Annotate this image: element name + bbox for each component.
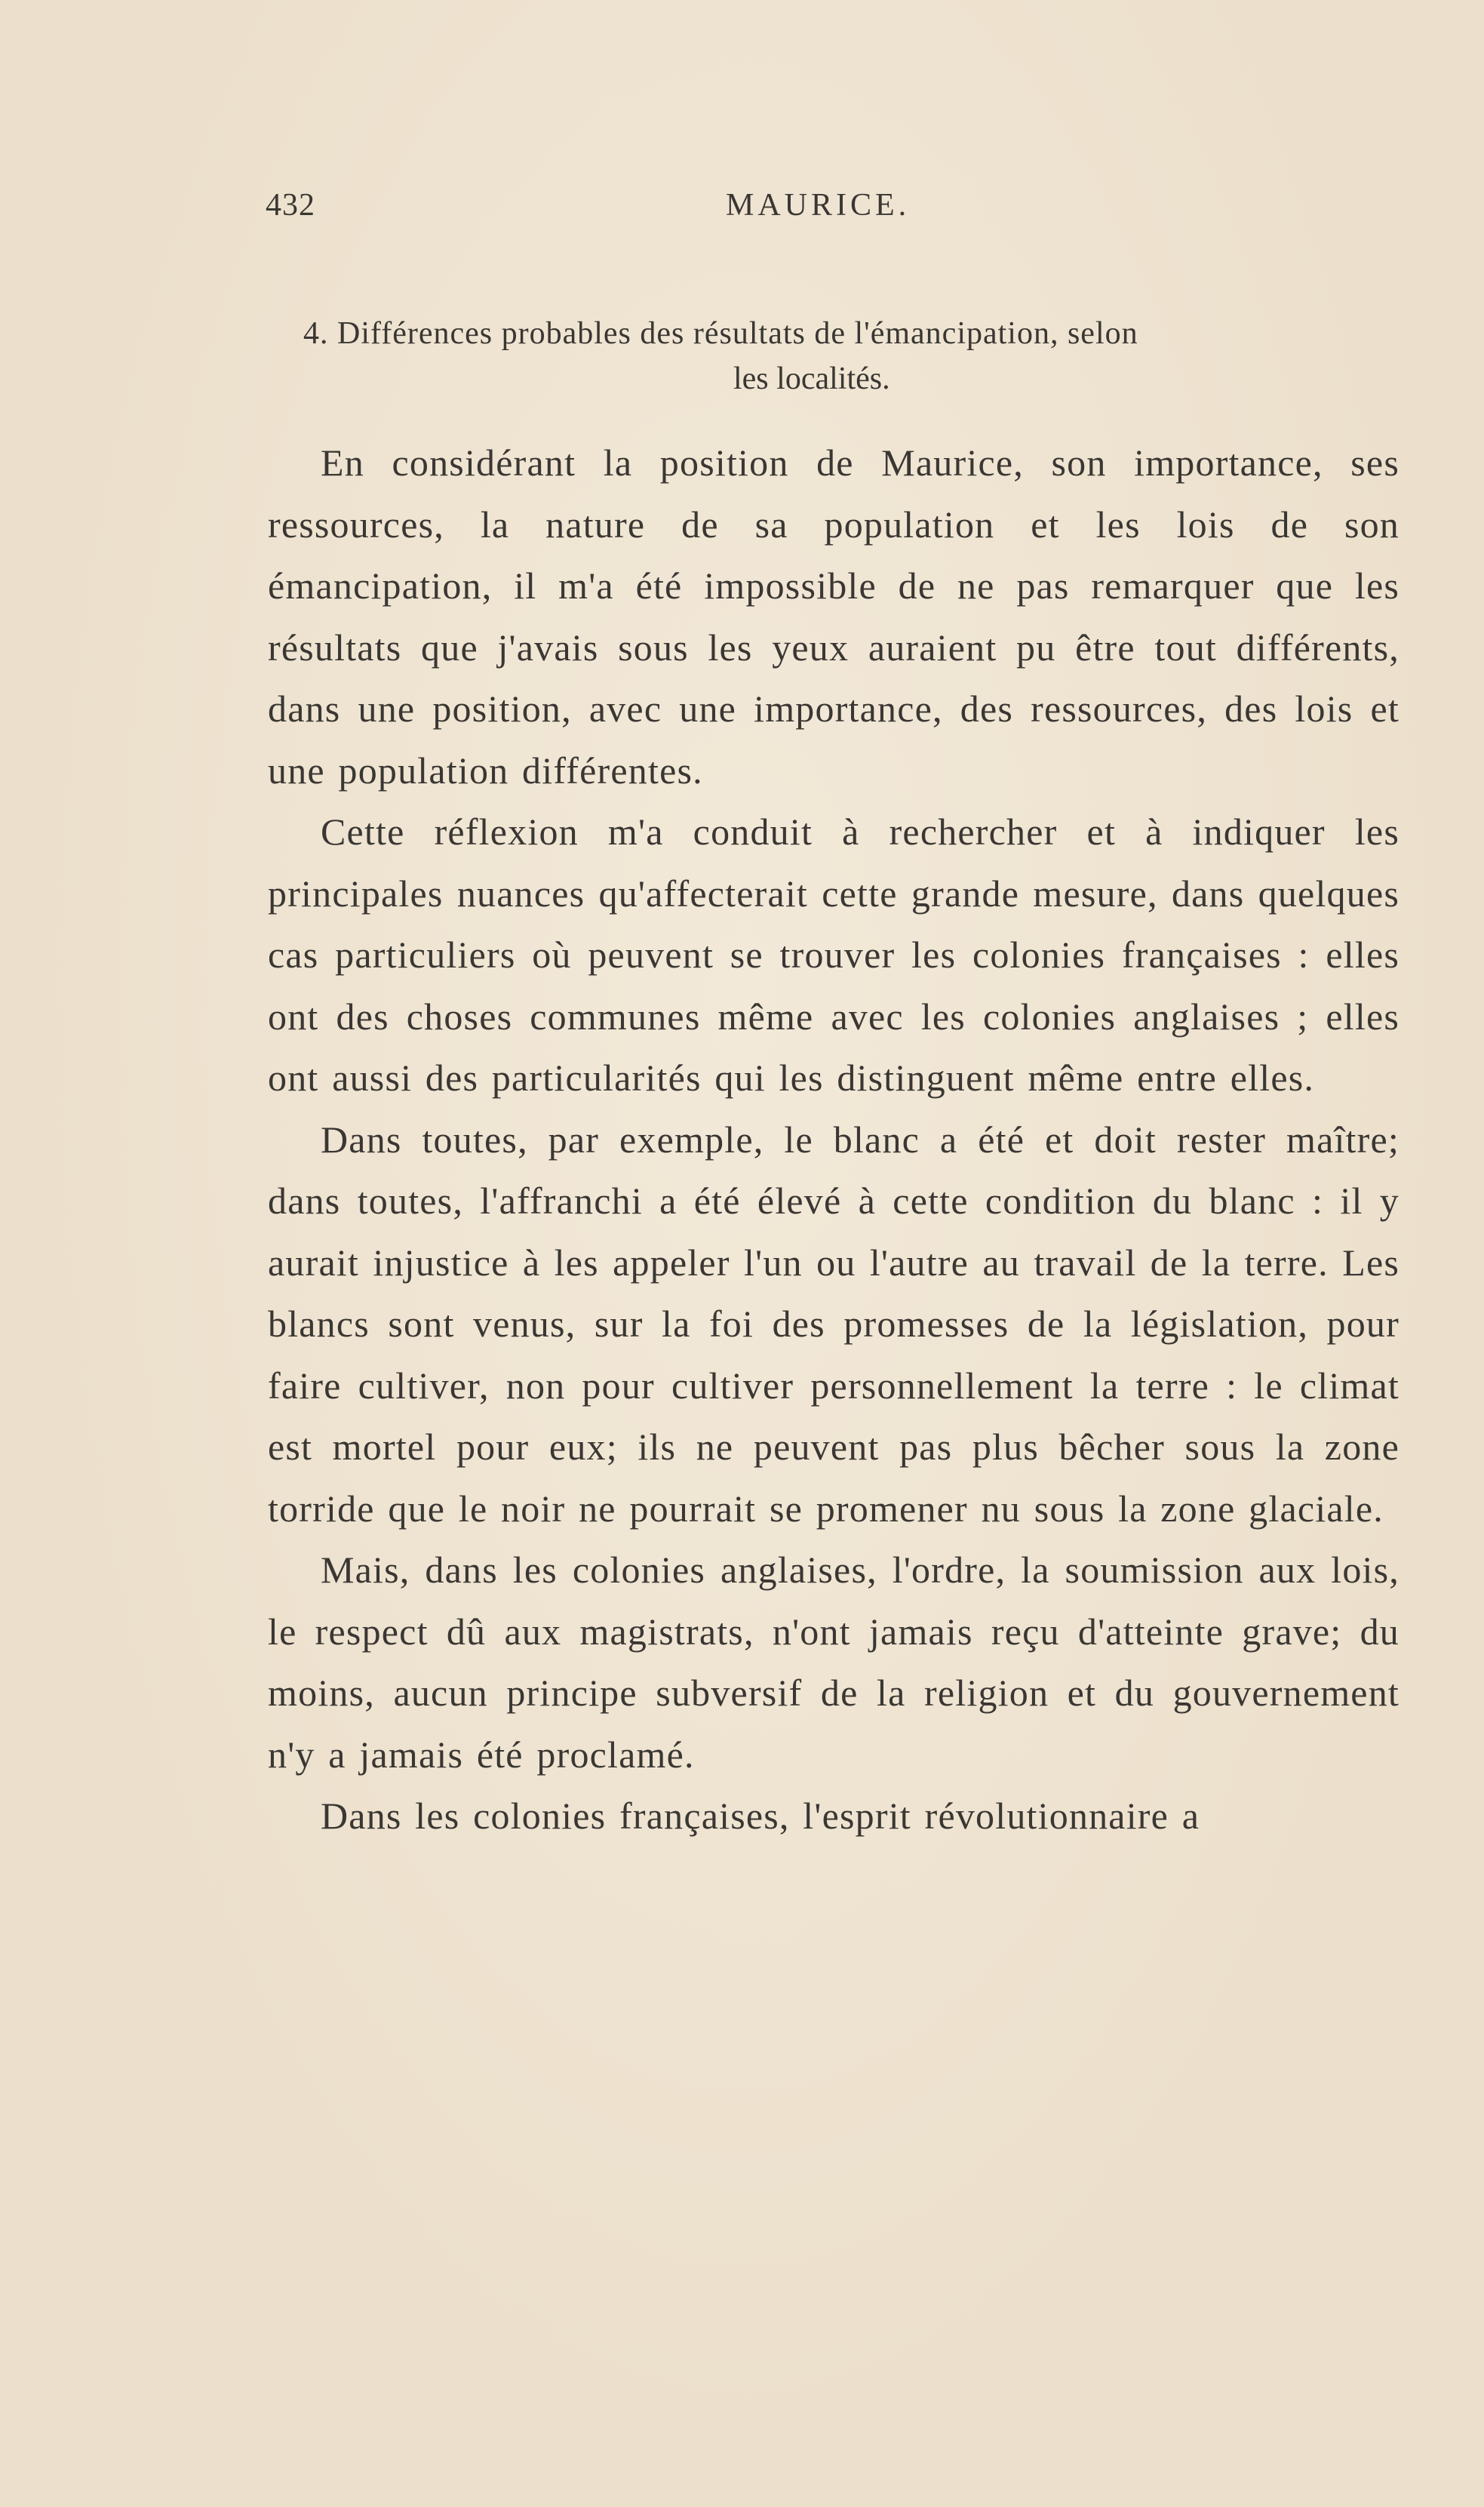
section-heading [266,311,1344,401]
paragraph-3: Dans toutes, par exemple, le blanc a été et doit rester maître; dans toutes, l'affranchi a été élevé à cette condition du blanc : il y aurait injustice à les appeler l'un ou l'autre au travail de la terre. Les blancs sont venus, sur la foi des promesses de la législation, pour faire cultiver, non pour cultiver personnellement la terre : le climat est mortel pour eux; ils ne peuvent pas plus bêcher sous la zone torride que le noir ne pourrait se promener nu sous la zone glaciale. [268,1118,1400,1530]
section-heading-line-1: 4. Différences probables des résultats de l'émancipation, selon [303,316,1138,351]
body-text [268,432,1400,1847]
page-header [266,187,1209,232]
page-number: 432 [266,188,315,223]
section-heading-line-2: les localités. [733,361,890,396]
paragraph-4: Mais, dans les colonies anglaises, l'ordre, la soumission aux lois, le respect dû aux magistrats, n'ont jamais reçu d'atteinte grave; du moins, aucun principe subversif de la religion et du gouvernement n'y a jamais été proclamé. [268,1549,1400,1776]
paragraph-5: Dans les colonies françaises, l'esprit révolutionnaire a [321,1795,1200,1837]
paragraph-2: Cette réflexion m'a conduit à rechercher et à indiquer les principales nuances qu'affecterait cette grande mesure, dans quelques cas particuliers où peuvent se trouver les colonies françaises : elles ont des choses communes même avec les colonies anglaises ; elles ont aussi des particularités qui les distinguent même entre elles. [268,811,1400,1099]
running-title: MAURICE. [726,188,911,223]
paragraph-1: En considérant la position de Maurice, son importance, ses ressources, la nature de sa population et les lois de son émancipation, il m'a été impossible de ne pas remarquer que les résultats que j'avais sous les yeux auraient pu être tout différents, dans une position, avec une importance, des ressources, des lois et une population différentes. [268,441,1400,792]
